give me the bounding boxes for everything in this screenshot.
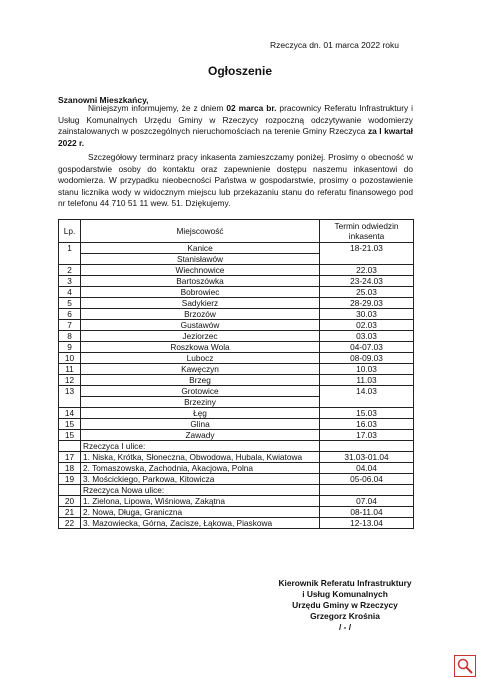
row-term: 23-24.03 — [320, 276, 414, 287]
row-lp: 18 — [59, 463, 81, 474]
row-lp: 5 — [59, 298, 81, 309]
row-place: Jeziorzec — [81, 331, 320, 342]
signature-mark: / - / — [338, 622, 352, 632]
intro-date: 02 marca br. — [226, 103, 277, 113]
table-row — [59, 496, 414, 507]
row-place: Łęg — [81, 408, 320, 419]
row-lp: 14 — [59, 408, 81, 419]
row-term: 08-11.04 — [320, 507, 414, 518]
row-place: Wiechnowice — [81, 265, 320, 276]
table-row — [59, 452, 414, 463]
table-row — [59, 474, 414, 485]
table-row — [59, 331, 414, 342]
row-term-empty — [320, 441, 414, 452]
table-row — [59, 386, 414, 397]
row-place: Brzozów — [81, 309, 320, 320]
row-place: Grotowice — [81, 386, 320, 397]
row-lp-empty — [59, 441, 81, 452]
row-term: 14.03 — [320, 386, 414, 408]
row-place: Zawady — [81, 430, 320, 441]
row-lp: 20 — [59, 496, 81, 507]
table-row — [59, 298, 414, 309]
signature-name: Grzegorz Krośnia — [310, 611, 380, 621]
table-row — [59, 419, 414, 430]
row-place: Roszkowa Wola — [81, 342, 320, 353]
row-term: 10.03 — [320, 364, 414, 375]
paragraph-schedule — [58, 152, 413, 210]
signature-line: i Usług Komunalnych — [302, 589, 388, 599]
table-row — [59, 342, 414, 353]
greeting: Szanowni Mieszkańcy, — [58, 95, 149, 105]
row-place: 2. Nowa, Długa, Graniczna — [81, 507, 320, 518]
row-term: 02.03 — [320, 320, 414, 331]
table-row — [59, 430, 414, 441]
row-lp: 7 — [59, 320, 81, 331]
row-place: Glina — [81, 419, 320, 430]
row-term: 30.03 — [320, 309, 414, 320]
row-term: 28-29.03 — [320, 298, 414, 309]
document-title: Ogłoszenie — [207, 64, 272, 78]
row-term: 04-07.03 — [320, 342, 414, 353]
row-lp: 9 — [59, 342, 81, 353]
row-lp: 19 — [59, 474, 81, 485]
schedule-text: Szczegółowy terminarz pracy inkasenta zamieszczamy poniżej. Prosimy o obecność w gospodarstwie osoby do kontaktu oraz zapewnienie dostępu naszemu inkasentowi do wodomierza. W przypadku nieobecności Państwa w gospodarstwie, prosimy o pozostawienie stanu licznika wody w widocznym miejscu lub przekazaniu stanu do referatu finansowego pod nr telefonu 44 710 51 11 wew. 51. Dziękujemy. — [58, 152, 413, 208]
row-place: Brzeg — [81, 375, 320, 386]
row-place: Gustawów — [81, 320, 320, 331]
intro-text-c: pracownicy Referatu Infrastruktury i Usług Komunalnych Urzędu Gminy w Rzeczycy rozpoczną odczytywanie wodomierzy zainstalowanych w poszczególnych nieruchomościach na terenie Gminy Rzeczyca — [58, 103, 413, 136]
row-lp: 22 — [59, 518, 81, 529]
table-row — [59, 375, 414, 386]
row-term: 22.03 — [320, 265, 414, 276]
row-place: Brzeziny — [81, 397, 320, 408]
row-place: Stanisławów — [81, 254, 320, 265]
row-place: Bobrowiec — [81, 287, 320, 298]
row-place: 3. Mościckiego, Parkowa, Kitowicza — [81, 474, 320, 485]
row-lp: 6 — [59, 309, 81, 320]
row-lp: 11 — [59, 364, 81, 375]
row-term: 11.03 — [320, 375, 414, 386]
row-lp: 2 — [59, 265, 81, 276]
paragraph-intro — [58, 103, 413, 149]
row-lp: 15 — [59, 419, 81, 430]
table-row — [59, 408, 414, 419]
row-lp: 13 — [59, 386, 81, 408]
table-row — [59, 507, 414, 518]
header-place: Miejscowość — [81, 220, 320, 243]
intro-text-a: Niniejszym informujemy, że z dniem — [88, 103, 227, 113]
row-lp-empty — [59, 485, 81, 496]
row-lp: 4 — [59, 287, 81, 298]
row-term: 12-13.04 — [320, 518, 414, 529]
schedule-table — [58, 219, 414, 529]
row-lp: 21 — [59, 507, 81, 518]
header-lp: Lp. — [59, 220, 81, 243]
row-lp: 8 — [59, 331, 81, 342]
signature-line: Urzędu Gminy w Rzeczycy — [292, 600, 398, 610]
row-term: 07.04 — [320, 496, 414, 507]
intro-quarter: za I kwartał 2022 r. — [58, 126, 413, 148]
row-place: Bartoszówka — [81, 276, 320, 287]
row-term: 17.03 — [320, 430, 414, 441]
table-row — [59, 320, 414, 331]
table-header-row — [59, 220, 414, 243]
row-term: 03.03 — [320, 331, 414, 342]
table-row — [59, 287, 414, 298]
zoom-magnifier-icon[interactable] — [454, 655, 476, 677]
row-term: 31.03-01.04 — [320, 452, 414, 463]
header-term: Termin odwiedzin inkasenta — [320, 220, 414, 243]
row-lp: 17 — [59, 452, 81, 463]
table-section-row — [59, 485, 414, 496]
table-row — [59, 518, 414, 529]
row-term: 16.03 — [320, 419, 414, 430]
row-place: 1. Niska, Krótka, Słoneczna, Obwodowa, Hubala, Kwiatowa — [81, 452, 320, 463]
table-section-row — [59, 441, 414, 452]
table-row — [59, 463, 414, 474]
row-place: Kawęczyn — [81, 364, 320, 375]
table-row — [59, 243, 414, 254]
table-row — [59, 364, 414, 375]
row-lp: 3 — [59, 276, 81, 287]
row-term: 04.04 — [320, 463, 414, 474]
row-lp: 10 — [59, 353, 81, 364]
row-place: Kanice — [81, 243, 320, 254]
section-heading: Rzeczyca Nowa ulice: — [81, 485, 320, 496]
row-term: 08-09.03 — [320, 353, 414, 364]
row-place: Sadykierz — [81, 298, 320, 309]
document-date: Rzeczyca dn. 01 marca 2022 roku — [270, 40, 399, 50]
table-row — [59, 265, 414, 276]
row-place: 2. Tomaszowska, Zachodnia, Akacjowa, Polna — [81, 463, 320, 474]
table-row — [59, 309, 414, 320]
row-term: 18-21.03 — [320, 243, 414, 265]
row-term: 25.03 — [320, 287, 414, 298]
table-row — [59, 353, 414, 364]
row-term: 05-06.04 — [320, 474, 414, 485]
table-row — [59, 276, 414, 287]
section-heading: Rzeczyca I ulice: — [81, 441, 320, 452]
row-term: 15.03 — [320, 408, 414, 419]
row-place: 1. Zielona, Lipowa, Wiśniowa, Zakątna — [81, 496, 320, 507]
row-lp: 12 — [59, 375, 81, 386]
row-place: Lubocz — [81, 353, 320, 364]
row-term-empty — [320, 485, 414, 496]
row-place: 3. Mazowiecka, Górna, Zacisze, Łąkowa, Piaskowa — [81, 518, 320, 529]
signature-block — [270, 578, 420, 633]
signature-line: Kierownik Referatu Infrastruktury — [278, 578, 412, 588]
row-lp: 1 — [59, 243, 81, 265]
row-lp: 15 — [59, 430, 81, 441]
